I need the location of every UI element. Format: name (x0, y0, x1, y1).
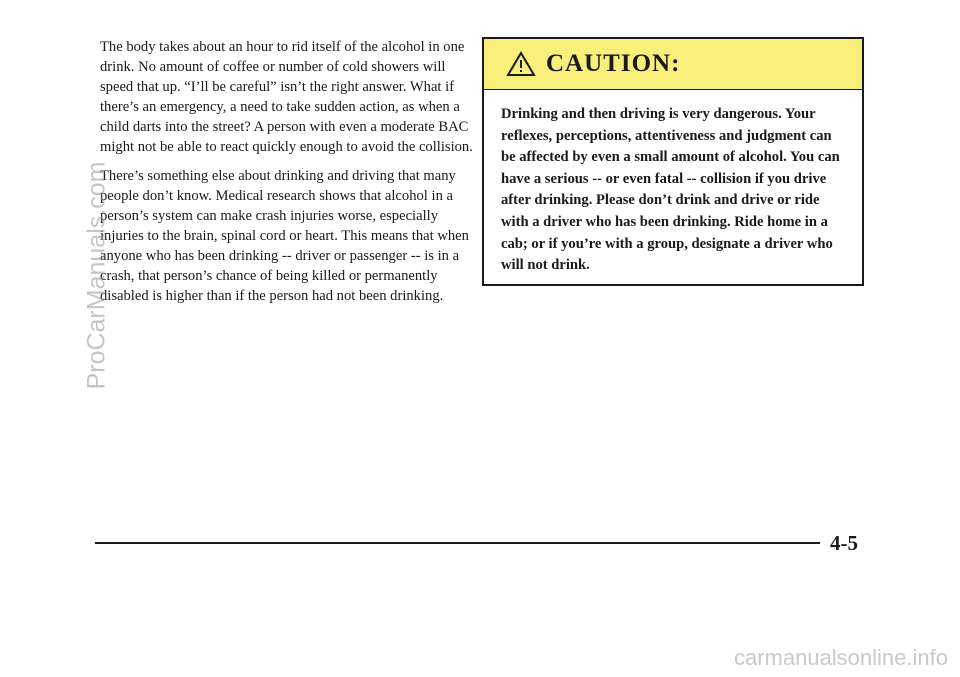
footer-url: carmanualsonline.info (733, 645, 948, 670)
paragraph-crash-injuries: There’s something else about drinking and driving that many people don’t know. Medical research shows that alcohol in a person’s system can make crash injuries worse, especially injuries to the brain, spinal cord or heart. This means that when anyone who has been drinking -- driver or passenger -- is in a crash, that person’s chance of being killed or permanently disabled is higher than if the person had not been drinking. (100, 168, 469, 304)
watermark-text: ProCarManuals.com (82, 161, 111, 389)
body-text-column (100, 37, 478, 315)
warning-triangle-icon (506, 51, 536, 77)
caution-box (482, 37, 864, 286)
paragraph-alcohol-time: The body takes about an hour to rid itself of the alcohol in one drink. No amount of coffee or number of cold showers will speed that up. “I’ll be careful” isn’t the right answer. What if there’s an emergency, a need to take sudden action, as when a child darts into the street? A person with even a moderate BAC might not be able to react quickly enough to avoid the collision. (100, 39, 473, 155)
caution-header (484, 39, 862, 90)
caution-title: CAUTION: (546, 50, 681, 77)
page-number: 4-5 (830, 531, 858, 555)
caution-text: Drinking and then driving is very dangerous. Your reflexes, perceptions, attentiveness and judgment can be affected by even a small amount of alcohol. You can have a serious -- or even fatal -- collision if you drive after drinking. Please don’t drink and drive or ride with a driver who has been drinking. Ride home in a cab; or if you’re with a group, designate a driver who will not drink. (501, 106, 840, 274)
footer-rule (95, 542, 820, 544)
side-watermark (79, 160, 115, 390)
